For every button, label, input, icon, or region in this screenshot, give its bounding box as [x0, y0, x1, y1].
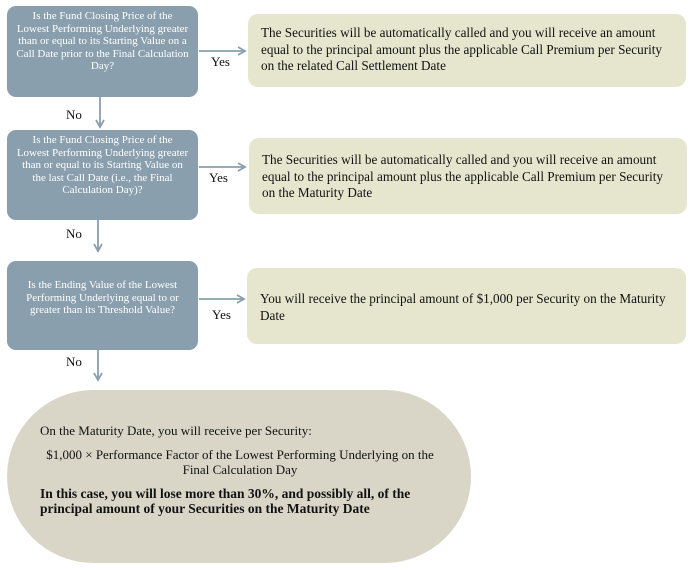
outcome-box-3	[247, 268, 686, 344]
outcome-text-2: The Securities will be automatically called and you will receive an amount equal to the principal amount plus the applicable Call Premium per Security on the Maturity Date	[262, 152, 664, 200]
question-text-1: Is the Fund Closing Price of the Lowest Performing Underlying greater than or equal to its Starting Value on a Call Date prior to the Final Calculation Day?	[16, 10, 189, 72]
outcome-text-3: You will receive the principal amount of $1,000 per Security on the Maturity Date	[260, 291, 666, 323]
final-formula-text: $1,000 × Performance Factor of the Lowest Performing Underlying on the Final Calculation Day	[46, 447, 434, 477]
outcome-text-1: The Securities will be automatically called and you will receive an amount equal to the principal amount plus the applicable Call Premium per Security on the related Call Settlement Date	[261, 25, 663, 73]
yes-label-1: Yes	[211, 54, 230, 69]
yes-label-3: Yes	[212, 307, 231, 322]
no-label-3: No	[66, 354, 82, 369]
question-box-1	[7, 6, 198, 97]
no-label-1: No	[66, 107, 82, 122]
question-box-3	[7, 261, 198, 350]
final-warning-text: In this case, you will lose more than 30%, and possibly all, of the principal amount of your Securities on the Maturity Date	[40, 486, 411, 516]
final-intro-text: On the Maturity Date, you will receive per Security:	[40, 423, 312, 438]
final-outcome-box	[7, 390, 471, 563]
outcome-box-1	[248, 14, 686, 87]
question-text-3: Is the Ending Value of the Lowest Performing Underlying equal to or greater than its Threshold Value?	[26, 279, 179, 316]
outcome-box-2	[249, 138, 687, 214]
yes-label-2: Yes	[209, 170, 228, 185]
question-box-2	[7, 130, 198, 220]
question-text-2: Is the Fund Closing Price of the Lowest Performing Underlying greater than or equal to its Starting Value on the last Call Date (i.e., the Final Calculation Day)?	[16, 134, 189, 196]
no-label-2: No	[66, 226, 82, 241]
